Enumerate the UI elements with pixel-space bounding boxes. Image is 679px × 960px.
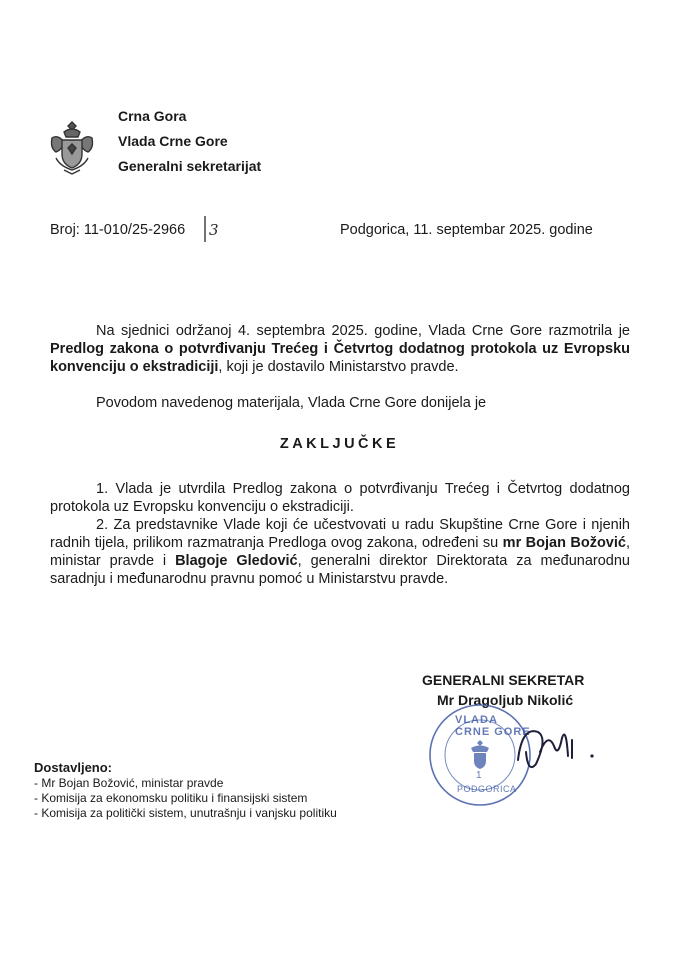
coat-of-arms-icon [44, 118, 100, 176]
stamp-mark: 1 [476, 770, 482, 781]
signature-name: Mr Dragoljub Nikolić [437, 692, 574, 708]
reference-number [50, 222, 185, 238]
stamp-emblem-icon [471, 740, 489, 769]
conclusion-item-2 [50, 516, 630, 588]
distribution-item: - Komisija za politički sistem, unutrašnju i vanjsku politiku [34, 806, 337, 820]
conclusions-title: ZAKLJUČKE [279, 436, 400, 452]
handwritten-signature [508, 712, 608, 782]
intro-decision-line: Povodom navedenog materijala, Vlada Crne Gore donijela je [96, 395, 487, 411]
conclusion-2-end: , generalni direktor Direktorata za međunarodnu saradnju i međunarodnu pravnu pomoć u Ministarstvu pravde. [50, 553, 630, 587]
stamp-city: PODGORICA [457, 784, 517, 794]
conclusion-2-person-1: mr Bojan Božović [502, 535, 626, 551]
header-secretariat: Generalni sekretarijat [118, 158, 262, 174]
reference-number-text: Broj: 11-010/25-2966 [50, 222, 186, 238]
intro-paragraph [50, 322, 630, 376]
distribution-item: - Mr Bojan Božović, ministar pravde [34, 776, 224, 790]
intro-text-end: , koji je dostavilo Ministarstvo pravde. [218, 359, 459, 375]
distribution-item: - Komisija za ekonomsku politiku i finansijski sistem [34, 791, 308, 805]
signature-title: GENERALNI SEKRETAR [422, 672, 585, 688]
conclusion-2-start: 2. Za predstavnike Vlade koji će učestvovati u radu Skupštine Crne Gore i njenih radnih tijela, prilikom razmatranja Predloga ovog zakona, određeni su [50, 517, 630, 551]
conclusion-item-1: 1. Vlada je utvrdila Predlog zakona o potvrđivanju Trećeg i Četvrtog dodatnog protokola uz Evropsku konvenciju o ekstradiciji. [50, 481, 630, 515]
conclusion-2-mid: , ministar pravde i [50, 535, 630, 569]
place-date: Podgorica, 11. septembar 2025. godine [340, 222, 593, 238]
header-country: Crna Gora [118, 108, 187, 124]
conclusion-2-person-2: Blagoje Gledović [175, 553, 298, 569]
intro-text-start: Na sjednici održanoj 4. septembra 2025. godine, Vlada Crne Gore razmotrila je [96, 323, 630, 339]
intro-law-title: Predlog zakona o potvrđivanju Trećeg i Četvrtog dodatnog protokola uz Evropsku konvenciju o ekstradiciji [50, 341, 630, 375]
stamp-text: VLADA CRNE GORE [455, 714, 531, 738]
handwritten-mark [202, 214, 222, 244]
distribution-title: Dostavljeno: [34, 760, 113, 775]
header-government: Vlada Crne Gore [118, 133, 228, 149]
handwritten-digit: 3 [209, 221, 219, 239]
